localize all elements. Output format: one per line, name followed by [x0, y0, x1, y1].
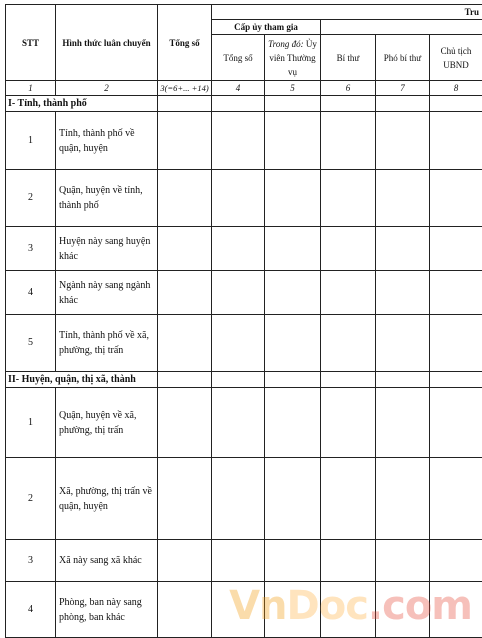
- row-label: Ngành này sang ngành khác: [56, 271, 158, 315]
- rotation-table: [5, 4, 482, 638]
- row-label: Huyện này sang huyện khác: [56, 227, 158, 271]
- table-row: [6, 271, 482, 315]
- header-deputy-secretary: Phó bí thư: [376, 35, 430, 81]
- watermark-part2: Doc: [287, 583, 368, 629]
- table-row: [6, 388, 482, 458]
- index-cell: 4: [212, 81, 265, 96]
- table-row: [6, 540, 482, 582]
- header-standing: [265, 35, 321, 81]
- index-cell: 1: [6, 81, 56, 96]
- row-label: Xã, phường, thị trấn về quận, huyện: [56, 458, 158, 540]
- row-number: 4: [6, 582, 56, 638]
- index-cell: 8: [430, 81, 482, 96]
- header-stt: STT: [6, 5, 56, 81]
- table-row: [6, 315, 482, 372]
- header-form: Hình thức luân chuyển: [56, 5, 158, 81]
- watermark-part1: Vn: [229, 583, 286, 629]
- row-number: 2: [6, 170, 56, 227]
- row-number: 3: [6, 227, 56, 271]
- row-number: 1: [6, 112, 56, 170]
- row-number: 2: [6, 458, 56, 540]
- report-sheet: [5, 4, 482, 631]
- header-chairman: Chủ tịch UBND: [430, 35, 482, 81]
- vndoc-watermark: [229, 583, 472, 629]
- index-cell: 7: [376, 81, 430, 96]
- row-number: 5: [6, 315, 56, 372]
- row-label: Tỉnh, thành phố về xã, phường, thị trấn: [56, 315, 158, 372]
- index-cell: 3(=6+... +14): [158, 81, 212, 96]
- index-cell: 6: [321, 81, 376, 96]
- row-label: Phòng, ban này sang phòng, ban khác: [56, 582, 158, 638]
- row-label: Quận, huyện về xã, phường, thị trấn: [56, 388, 158, 458]
- row-label: Quận, huyện về tỉnh, thành phố: [56, 170, 158, 227]
- watermark-part3: .com: [368, 583, 472, 629]
- index-cell: 2: [56, 81, 158, 96]
- table-row: [6, 227, 482, 271]
- header-committee: Cấp ủy tham gia: [212, 20, 321, 35]
- header-total: Tổng số: [158, 5, 212, 81]
- section-title: I- Tỉnh, thành phố: [6, 96, 158, 112]
- table-row: [6, 112, 482, 170]
- header-secretary: Bí thư: [321, 35, 376, 81]
- row-number: 4: [6, 271, 56, 315]
- table-row: [6, 458, 482, 540]
- header-standing-rest: Ủy viên Thường vụ: [269, 39, 316, 77]
- row-number: 3: [6, 540, 56, 582]
- header-group-top: Tru: [212, 5, 482, 20]
- header-committee-total: Tổng số: [212, 35, 265, 81]
- table-row: [6, 170, 482, 227]
- row-number: 1: [6, 388, 56, 458]
- section-title: II- Huyện, quận, thị xã, thành: [6, 372, 158, 388]
- row-label: Tỉnh, thành phố về quận, huyện: [56, 112, 158, 170]
- header-standing-prefix: Trong đó:: [268, 39, 303, 49]
- row-label: Xã này sang xã khác: [56, 540, 158, 582]
- header-blank: [321, 20, 482, 35]
- index-cell: 5: [265, 81, 321, 96]
